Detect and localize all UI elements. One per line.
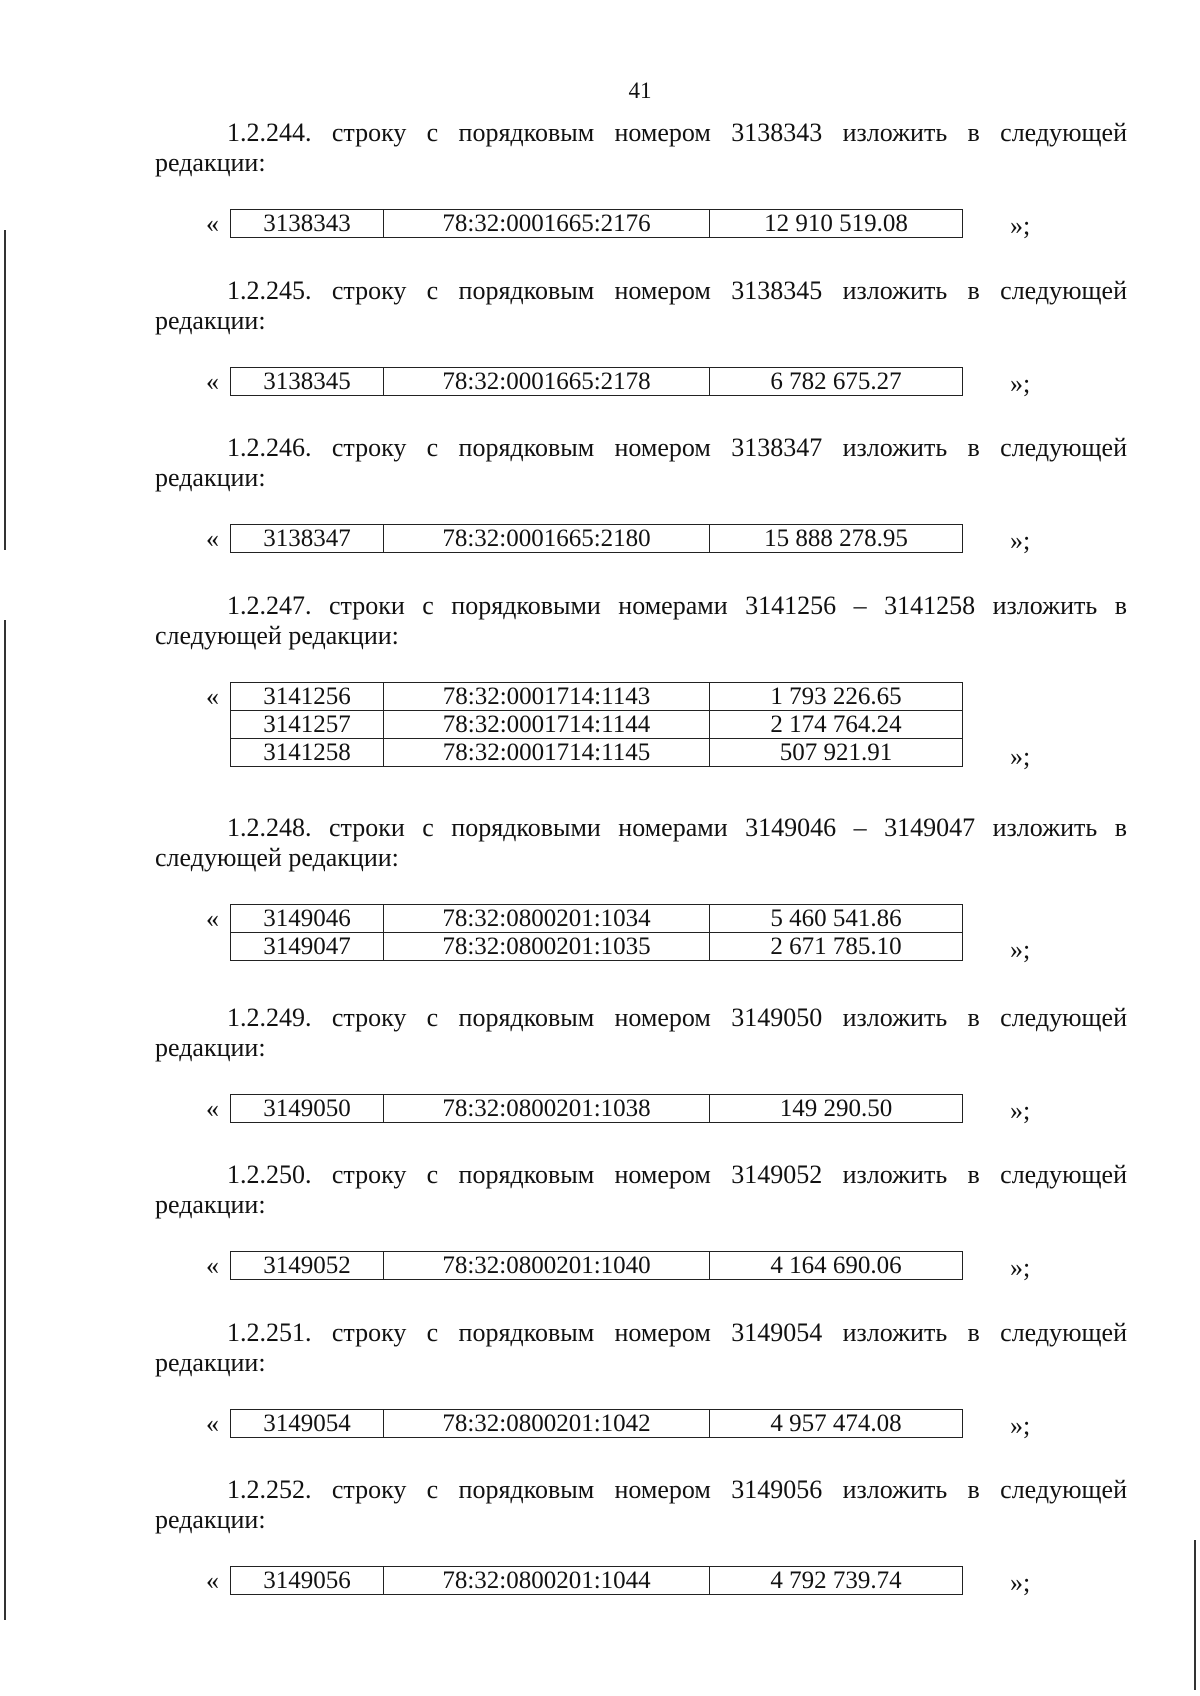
amendment-heading: 1.2.248. строки с порядковыми номерами 3149046 – 3149047 изложить в следующей редакции: — [155, 812, 1127, 872]
cadastral-number-cell: 78:32:0800201:1035 — [384, 932, 710, 960]
amendment-heading: 1.2.245. строку с порядковым номером 3138345 изложить в следующей редакции: — [155, 275, 1127, 335]
cadastral-number-cell: 78:32:0001714:1144 — [384, 710, 710, 738]
scan-margin-mark — [4, 230, 6, 550]
table-row — [231, 1567, 963, 1595]
amendment-item — [155, 813, 1127, 1003]
close-quote: »; — [1010, 368, 1031, 398]
open-quote: « — [206, 1251, 219, 1280]
close-quote: »; — [1010, 1095, 1031, 1125]
amendment-item — [155, 1003, 1127, 1161]
amendment-heading: 1.2.251. строку с порядковым номером 3149054 изложить в следующей редакции: — [155, 1317, 1127, 1377]
cadastral-number-cell: 78:32:0800201:1038 — [384, 1094, 710, 1122]
amendment-item — [155, 433, 1127, 591]
value-cell: 4 957 474.08 — [710, 1409, 963, 1437]
registry-table — [230, 1251, 963, 1280]
value-cell: 6 782 675.27 — [710, 367, 963, 395]
table-row — [231, 710, 963, 738]
value-cell: 5 460 541.86 — [710, 904, 963, 932]
cadastral-number-cell: 78:32:0800201:1044 — [384, 1567, 710, 1595]
registry-table — [230, 1566, 963, 1595]
registry-table — [230, 1094, 963, 1123]
table-row — [231, 932, 963, 960]
scan-margin-mark — [1194, 1540, 1196, 1690]
amendment-heading: 1.2.249. строку с порядковым номером 3149050 изложить в следующей редакции: — [155, 1002, 1127, 1062]
value-cell: 2 174 764.24 — [710, 710, 963, 738]
amendment-heading: 1.2.252. строку с порядковым номером 3149056 изложить в следующей редакции: — [155, 1475, 1127, 1534]
cadastral-number-cell: 78:32:0001665:2176 — [384, 210, 710, 238]
open-quote: « — [206, 1566, 219, 1595]
row-number-cell: 3138347 — [231, 525, 384, 553]
row-number-cell: 3141256 — [231, 682, 384, 710]
open-quote: « — [206, 903, 219, 933]
row-number-cell: 3149047 — [231, 932, 384, 960]
amendment-heading: 1.2.247. строки с порядковыми номерами 3141256 – 3141258 изложить в следующей редакции: — [155, 590, 1127, 650]
row-number-cell: 3149046 — [231, 904, 384, 932]
value-cell: 12 910 519.08 — [710, 210, 963, 238]
cadastral-number-cell: 78:32:0800201:1034 — [384, 904, 710, 932]
row-number-cell: 3141257 — [231, 710, 384, 738]
close-quote: »; — [1010, 741, 1031, 771]
registry-table — [230, 209, 963, 238]
document-body — [155, 118, 1127, 1633]
cadastral-number-cell: 78:32:0001665:2178 — [384, 367, 710, 395]
value-cell: 4 792 739.74 — [710, 1567, 963, 1595]
value-cell: 149 290.50 — [710, 1094, 963, 1122]
amendment-item — [155, 276, 1127, 434]
table-row — [231, 904, 963, 932]
registry-table — [230, 524, 963, 553]
value-cell: 507 921.91 — [710, 738, 963, 766]
amendment-heading: 1.2.246. строку с порядковым номером 3138347 изложить в следующей редакции: — [155, 433, 1127, 492]
table-row — [231, 682, 963, 710]
amendment-item — [155, 591, 1127, 813]
value-cell: 1 793 226.65 — [710, 682, 963, 710]
close-quote: »; — [1010, 1410, 1031, 1440]
table-row — [231, 367, 963, 395]
open-quote: « — [206, 1408, 219, 1438]
amendment-item — [155, 118, 1127, 276]
cadastral-number-cell: 78:32:0800201:1042 — [384, 1409, 710, 1437]
scan-margin-mark — [4, 620, 6, 1620]
row-number-cell: 3149054 — [231, 1409, 384, 1437]
table-row — [231, 210, 963, 238]
cadastral-number-cell: 78:32:0001714:1143 — [384, 682, 710, 710]
row-number-cell: 3149052 — [231, 1252, 384, 1280]
row-number-cell: 3149056 — [231, 1567, 384, 1595]
open-quote: « — [206, 524, 219, 553]
registry-table — [230, 682, 963, 767]
page-number: 41 — [628, 78, 652, 103]
registry-table — [230, 904, 963, 961]
value-cell: 15 888 278.95 — [710, 525, 963, 553]
value-cell: 4 164 690.06 — [710, 1252, 963, 1280]
value-cell: 2 671 785.10 — [710, 932, 963, 960]
amendment-item — [155, 1475, 1127, 1633]
cadastral-number-cell: 78:32:0800201:1040 — [384, 1252, 710, 1280]
table-row — [231, 1409, 963, 1437]
amendment-heading: 1.2.244. строку с порядковым номером 3138343 изложить в следующей редакции: — [155, 118, 1127, 177]
row-number-cell: 3149050 — [231, 1094, 384, 1122]
table-row — [231, 1252, 963, 1280]
open-quote: « — [206, 366, 219, 396]
cadastral-number-cell: 78:32:0001665:2180 — [384, 525, 710, 553]
open-quote: « — [206, 681, 219, 711]
table-row — [231, 738, 963, 766]
close-quote: »; — [1010, 211, 1031, 240]
close-quote: »; — [1010, 1253, 1031, 1282]
row-number-cell: 3141258 — [231, 738, 384, 766]
close-quote: »; — [1010, 526, 1031, 555]
close-quote: »; — [1010, 934, 1031, 964]
table-row — [231, 1094, 963, 1122]
amendment-heading: 1.2.250. строку с порядковым номером 3149052 изложить в следующей редакции: — [155, 1160, 1127, 1219]
registry-table — [230, 367, 963, 396]
open-quote: « — [206, 1093, 219, 1123]
amendment-item — [155, 1160, 1127, 1318]
row-number-cell: 3138343 — [231, 210, 384, 238]
row-number-cell: 3138345 — [231, 367, 384, 395]
close-quote: »; — [1010, 1568, 1031, 1597]
amendment-item — [155, 1318, 1127, 1476]
open-quote: « — [206, 209, 219, 238]
table-row — [231, 525, 963, 553]
cadastral-number-cell: 78:32:0001714:1145 — [384, 738, 710, 766]
registry-table — [230, 1409, 963, 1438]
